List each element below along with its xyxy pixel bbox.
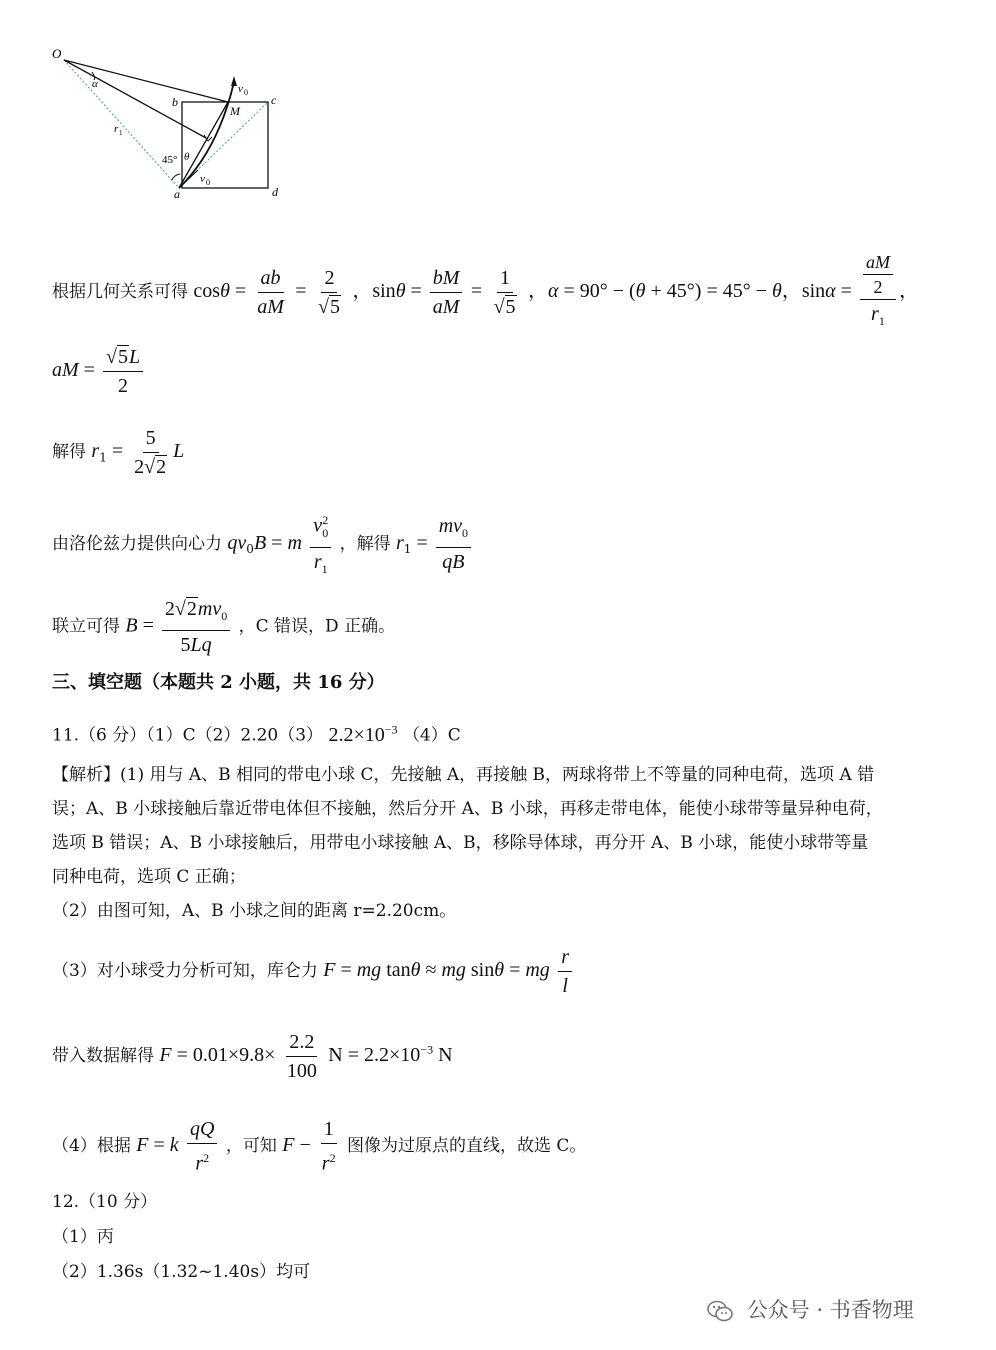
label-c: c <box>271 93 277 107</box>
text-solve-prefix: 解得 <box>52 442 86 462</box>
line-geometry-relations: 根据几何关系可得 cosθ = $\frac{ab}{aM}$ = $\frac{2}{√5}$ ，sinθ = $\frac{bM}{aM}$ = $\frac{1}{√5}$ ，α = 90° − (θ + 45°) = 45° − θ，sinα = $\frac{\frac{aM}{2}}{r_1}$ ， <box>52 252 919 328</box>
label-b: b <box>172 95 178 109</box>
text-coulomb-prefix: （3）对小球受力分析可知，库仑力 <box>52 961 318 981</box>
label-theta: θ <box>184 151 190 163</box>
q11-answer-b: （4）C <box>402 725 461 746</box>
text-q11-part4-suffix: 图像为过原点的直线，故选 C。 <box>347 1135 587 1156</box>
expl-line-5: （2）由图可知，A、B 小球之间的距离 r=2.20cm。 <box>52 901 457 921</box>
expl-line-4: 同种电荷，选项 C 正确； <box>52 867 246 887</box>
label-v0-top: v <box>238 83 243 95</box>
q12-part2: （2）1.36s（1.32~1.40s）均可 <box>52 1262 311 1282</box>
q12-heading: 12.（10 分） <box>52 1192 158 1212</box>
text-combine-suffix: ，C 错误，D 正确。 <box>238 616 396 637</box>
line-q11-part4: （4）根据 F = k $\frac{qQ}{r^2}$ ，可知 F − $\frac{1}{r^2}$ 图像为过原点的直线，故选 C。 <box>52 1118 587 1175</box>
q11-answer: 11.（6 分）（1）C（2）2.20（3） $2.2\times 10^{-3}$ （4）C <box>52 722 461 746</box>
watermark-text: 公众号 · 书香物理 <box>746 1298 914 1322</box>
text-q11-part4-mid: ，可知 <box>225 1135 277 1156</box>
expl-line-3: 选项 B 错误；A、B 小球接触后，用带电小球接触 A、B，移除导体球，再分开 A、B 小球，能使小球带等量 <box>52 833 869 853</box>
text-q11-part4-prefix: （4）根据 <box>52 1135 131 1156</box>
expl-line-1: 【解析】(1) 用与 A、B 相同的带电小球 C，先接触 A，再接触 B，两球将带上不等量的同种电荷，选项 A 错 <box>52 765 875 785</box>
wechat-icon <box>706 1299 734 1323</box>
text-lorentz-mid: ，解得 <box>339 533 391 554</box>
text-geometry-prefix: 根据几何关系可得 <box>52 282 188 302</box>
line-am: aM = $\frac{√5L}{2}$ <box>52 345 146 398</box>
q11-answer-a: 11.（6 分）（1）C（2）2.20（3） <box>52 725 324 746</box>
text-substitution-prefix: 带入数据解得 <box>52 1046 154 1066</box>
line-coulomb: （3）对小球受力分析可知，库仑力 F = mg tanθ ≈ mg sinθ = mg $\frac{r}{l}$ <box>52 945 575 998</box>
label-d: d <box>272 185 278 199</box>
text-lorentz-prefix: 由洛伦兹力提供向心力 <box>52 533 222 554</box>
label-v0-bottom: v <box>200 173 205 185</box>
label-45deg: 45° <box>162 154 178 166</box>
watermark <box>706 1294 914 1324</box>
line-b-result: 联立可得 B = $\frac{2√2mv_0}{5Lq}$ ，C 错误，D 正确。 <box>52 598 396 656</box>
line-substitution: 带入数据解得 F = 0.01×9.8× $\frac{2.2}{100}$ $N = 2.2\times 10^{-3}$ N <box>52 1031 453 1082</box>
label-M: M <box>230 104 240 118</box>
geometry-figure <box>48 40 288 200</box>
label-alpha: α <box>92 78 98 90</box>
label-r1-sub: 1 <box>119 129 123 137</box>
text-combine-prefix: 联立可得 <box>52 616 120 637</box>
section-heading-fill-blank: 三、填空题（本题共 2 小题，共 16 分） <box>52 672 385 693</box>
line-lorentz: 由洛伦兹力提供向心力 $qv_0B = m$ $\frac{v^2_0}{r_1}$ ，解得 $r_1$ = $\frac{mv_0}{qB}$ <box>52 508 474 581</box>
label-r1: r <box>114 123 119 135</box>
label-v0-bottom-sub: 0 <box>206 178 210 187</box>
label-a: a <box>174 187 180 200</box>
label-v0-top-sub: 0 <box>244 88 248 97</box>
line-r1: 解得 $r_1$ = $\frac{5}{2√2}$ L <box>52 427 185 478</box>
expl-line-2: 误；A、B 小球接触后靠近带电体但不接触，然后分开 A、B 小球，再移走带电体，能使小球带等量异种电荷， <box>52 799 883 819</box>
label-O: O <box>52 46 62 61</box>
q12-part1: （1）丙 <box>52 1227 114 1247</box>
